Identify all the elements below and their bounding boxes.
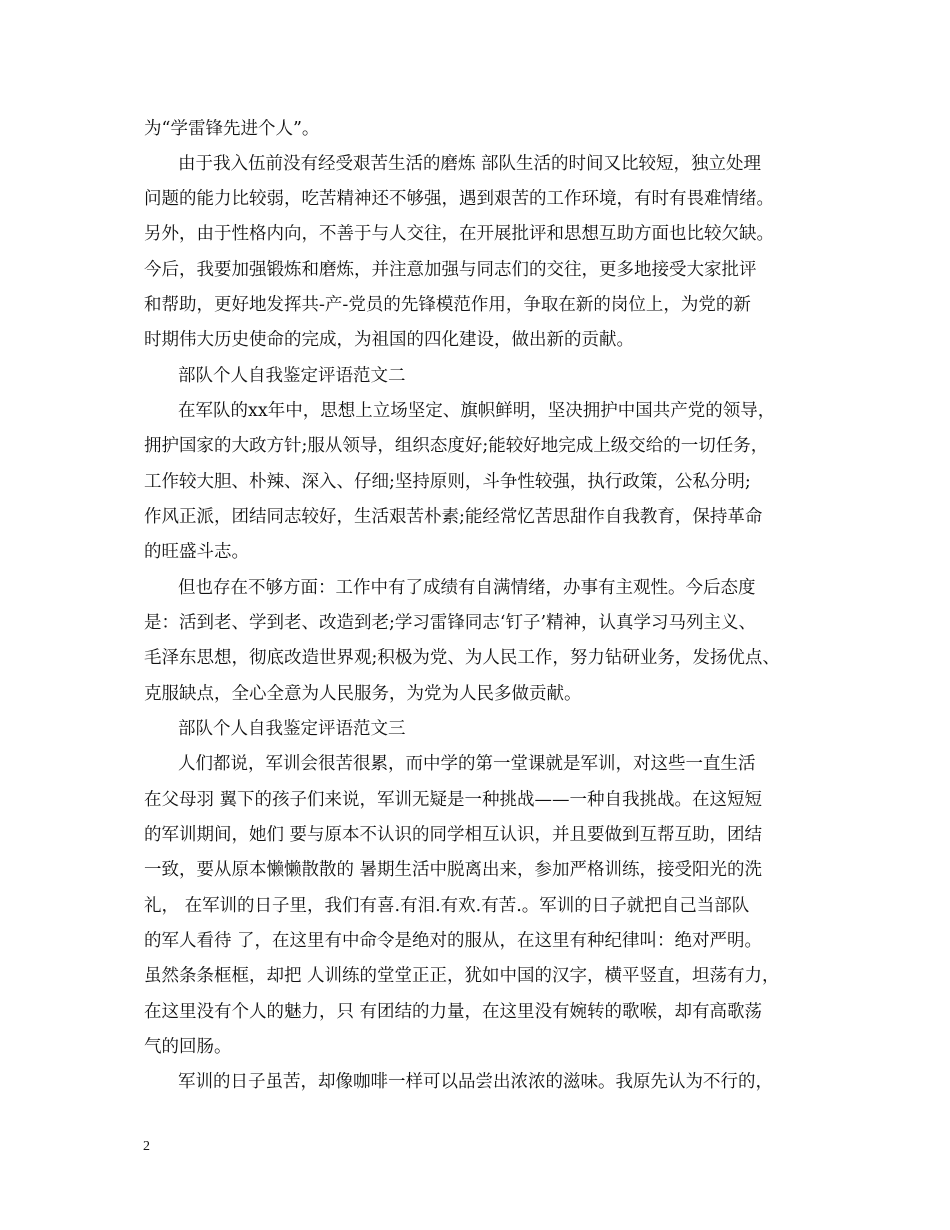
text-line: 在父母羽 翼下的孩子们来说，军训无疑是一种挑战——一种自我挑战。在这短短 xyxy=(144,790,763,810)
text-line: 另外，由于性格内向，不善于与人交往，在开展批评和思想互助方面也比较欠缺。 xyxy=(144,224,774,244)
section-heading: 部队个人自我鉴定评语范文三 xyxy=(178,719,406,739)
text-line: 气的回肠。 xyxy=(144,1037,232,1057)
text-line: 今后，我要加强锻炼和磨炼，并注意加强与同志们的交往，更多地接受大家批评 xyxy=(144,260,757,280)
text-line: 人们都说，军训会很苦很累，而中学的第一堂课就是军训，对这些一直生活 xyxy=(178,754,756,774)
text-line: 作风正派，团结同志较好，生活艰苦朴素;能经常忆苦思甜作自我教育，保持革命 xyxy=(144,507,763,527)
text-line: 的军训期间，她们 要与原本不认识的同学相互认识，并且要做到互帮互助，团结 xyxy=(144,825,763,845)
text-line: 克服缺点，全心全意为人民服务，为党为人民多做贡献。 xyxy=(144,684,582,704)
text-line: 在这里没有个人的魅力，只 有团结的力量，在这里没有婉转的歌喉，却有高歌荡 xyxy=(144,1002,763,1022)
text-line: 一致，要从原本懒懒散散的 暑期生活中脱离出来，参加严格训练，接受阳光的洗 xyxy=(144,860,763,880)
text-line: 由于我入伍前没有经受艰苦生活的磨炼 部队生活的时间又比较短，独立处理 xyxy=(178,154,762,174)
text-line: 在军队的xx年中，思想上立场坚定、旗帜鲜明，坚决拥护中国共产党的领导， xyxy=(178,401,776,421)
text-line: 但也存在不够方面：工作中有了成绩有自满情绪，办事有主观性。今后态度 xyxy=(178,578,756,598)
text-line: 是：活到老、学到老、改造到老;学习雷锋同志‘钉子’精神，认真学习马列主义、 xyxy=(144,613,757,633)
text-line: 问题的能力比较弱，吃苦精神还不够强，遇到艰苦的工作环境，有时有畏难情绪。 xyxy=(144,189,774,209)
text-line: 毛泽东思想，彻底改造世界观;积极为党、为人民工作，努力钻研业务，发扬优点、 xyxy=(144,648,780,668)
text-line: 军训的日子虽苦，却像咖啡一样可以品尝出浓浓的滋味。我原先认为不行的， xyxy=(178,1072,773,1092)
text-line: 的旺盛斗志。 xyxy=(144,542,249,562)
text-line: 为“学雷锋先进个人”。 xyxy=(144,119,320,139)
text-line: 工作较大胆、朴辣、深入、仔细;坚持原则，斗争性较强，执行政策，公私分明; xyxy=(144,472,751,492)
text-line: 时期伟大历史使命的完成，为祖国的四化建设，做出新的贡献。 xyxy=(144,330,634,350)
text-line: 的军人看待 了，在这里有中命令是绝对的服从，在这里有种纪律叫：绝对严明。 xyxy=(144,931,763,951)
section-heading: 部队个人自我鉴定评语范文二 xyxy=(178,366,406,386)
text-line: 和帮助，更好地发挥共-产-党员的先锋模范作用，争取在新的岗位上，为党的新 xyxy=(144,295,751,315)
text-line: 礼， 在军训的日子里，我们有喜.有泪.有欢.有苦.。军训的日子就把自己当部队 xyxy=(144,896,750,916)
text-line: 拥护国家的大政方针;服从领导，组织态度好;能较好地完成上级交给的一切任务， xyxy=(144,436,769,456)
page-number: 2 xyxy=(143,1139,150,1154)
text-line: 虽然条条框框，却把 人训练的堂堂正正，犹如中国的汉字，横平竖直，坦荡有力， xyxy=(144,966,780,986)
